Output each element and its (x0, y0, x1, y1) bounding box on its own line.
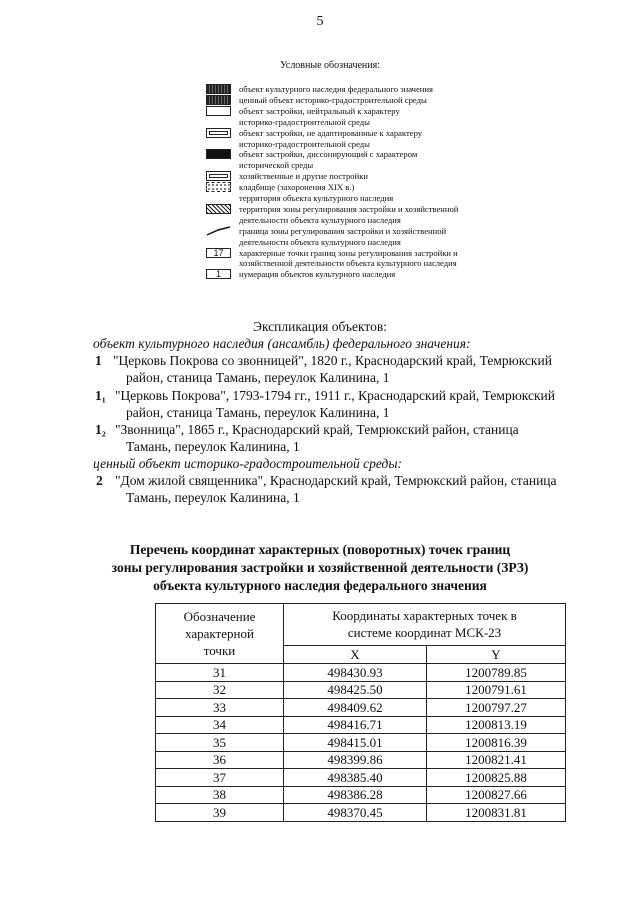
legend-item-text: историко-градостроительной среды (239, 138, 370, 149)
legend-symbol-icon (206, 106, 231, 116)
legend-item-text: объект застройки, нейтральный к характеру (239, 105, 400, 116)
legend-symbol-icon (206, 269, 231, 279)
explication-title: Экспликация объектов: (253, 319, 387, 334)
cell-x: 498430.93 (284, 664, 427, 682)
table-body (156, 664, 566, 822)
cell-x: 498399.86 (284, 751, 427, 769)
legend-item-text: ценный объект историко-градостроительной среды (239, 94, 427, 105)
cell-y: 1200827.66 (427, 786, 566, 804)
cell-y: 1200831.81 (427, 804, 566, 822)
item-text: район, станица Тамань, переулок Калинина, 1 (126, 370, 390, 385)
item-text: "Дом жилой священника", Краснодарский край, Темрюкский район, станица (115, 473, 557, 488)
cell-y: 1200797.27 (427, 699, 566, 717)
legend-title: Условные обозначения: (280, 60, 381, 71)
cell-point: 35 (156, 734, 284, 752)
table-row (156, 804, 566, 822)
table-row (156, 751, 566, 769)
coordinates-table (155, 603, 566, 822)
item-number: 1₁ (95, 388, 106, 403)
table-row (156, 786, 566, 804)
legend-symbol-label: 17 (213, 247, 224, 258)
header-x: X (284, 645, 427, 663)
cell-y: 1200816.39 (427, 734, 566, 752)
item-number: 1 (95, 353, 102, 368)
cell-x: 498370.45 (284, 804, 427, 822)
table-row (156, 716, 566, 734)
legend-symbol-icon (206, 204, 231, 214)
cell-y: 1200825.88 (427, 769, 566, 787)
item-text: "Церковь Покрова со звонницей", 1820 г., Краснодарский край, Темрюкский (113, 353, 552, 368)
cell-y: 1200813.19 (427, 716, 566, 734)
legend-item-text: деятельности объекта культурного наследия (239, 214, 401, 225)
legend-symbol-icon (206, 248, 231, 258)
header-text: точки (203, 643, 236, 658)
cell-x: 498409.62 (284, 699, 427, 717)
table-row (156, 769, 566, 787)
item-text: "Церковь Покрова", 1793-1794 гг., 1911 г., Краснодарский край, Темрюкский (115, 388, 556, 403)
header-text: Обозначение (183, 609, 256, 624)
legend-item-text: хозяйственные и другие постройки (239, 171, 368, 182)
legend-symbol-icon (206, 84, 231, 94)
cell-point: 38 (156, 786, 284, 804)
legend-item-text: исторической среды (239, 160, 314, 171)
item-number: 1₂ (95, 422, 106, 437)
cell-x: 498385.40 (284, 769, 427, 787)
cell-point: 39 (156, 804, 284, 822)
legend-symbol-icon (206, 95, 231, 105)
legend-symbol-icon (206, 128, 231, 138)
cell-point: 33 (156, 699, 284, 717)
legend-item-text: нумерация объектов культурного наследия (239, 269, 396, 280)
cell-x: 498416.71 (284, 716, 427, 734)
cell-x: 498425.50 (284, 681, 427, 699)
coords-title-line: Перечень координат характерных (поворотных) точек границ (129, 542, 511, 557)
legend-item-text: характерные точки границ зоны регулирования застройки и (239, 247, 458, 258)
legend-symbol-icon (206, 226, 231, 236)
cell-y: 1200791.61 (427, 681, 566, 699)
legend-symbol-icon (206, 182, 231, 192)
legend-item-text: объект культурного наследия федерального значения (239, 84, 433, 94)
cell-point: 37 (156, 769, 284, 787)
cell-point: 31 (156, 664, 284, 682)
cell-y: 1200789.85 (427, 664, 566, 682)
header-text: характерной (185, 626, 254, 641)
legend-item-text: кладбище (захоронения XIX в.) (239, 182, 355, 193)
cell-point: 32 (156, 681, 284, 699)
cell-x: 498415.01 (284, 734, 427, 752)
legend-item-text: историко-градостроительной среды (239, 116, 370, 127)
explication-valuable-header: ценный объект историко-градостроительной среды: (93, 456, 403, 471)
cell-x: 498386.28 (284, 786, 427, 804)
header-text: системе координат МСК-23 (347, 625, 502, 641)
legend-item-text: граница зоны регулирования застройки и хозяйственной (239, 225, 447, 236)
header-y: Y (427, 645, 566, 663)
header-text: Координаты характерных точек в (332, 608, 517, 624)
legend-symbol-icon (206, 149, 231, 159)
item-number: 2 (96, 473, 103, 488)
legend-item-text: хозяйственной деятельности объекта культурного наследия (239, 258, 457, 269)
coords-title-line: объекта культурного наследия федерального значения (153, 578, 487, 593)
page-number: 5 (316, 14, 324, 29)
item-text: Тамань, переулок Калинина, 1 (126, 490, 300, 505)
cell-point: 34 (156, 716, 284, 734)
explication-federal-header: объект культурного наследия (ансамбль) федерального значения: (93, 336, 471, 351)
table-row (156, 699, 566, 717)
legend-item-text: территория зоны регулирования застройки и хозяйственной (239, 203, 459, 214)
header-coords (284, 604, 566, 646)
legend-item-text: объект застройки, диссонирующий с характером (239, 149, 418, 160)
coords-title-line: зоны регулирования застройки и хозяйственной деятельности (ЗРЗ) (111, 560, 529, 575)
legend-item-text: территория объекта культурного наследия (239, 193, 394, 203)
header-point (156, 604, 284, 664)
item-text: Тамань, переулок Калинина, 1 (126, 439, 300, 454)
item-text: район, станица Тамань, переулок Калинина, 1 (126, 405, 390, 420)
legend-symbol-icon (206, 171, 231, 181)
item-text: "Звонница", 1865 г., Краснодарский край, Темрюкский район, станица (115, 422, 519, 437)
legend-item-text: объект застройки, не адаптированные к характеру (239, 127, 423, 138)
legend-item-text: деятельности объекта культурного наследия (239, 236, 401, 247)
table-row (156, 664, 566, 682)
cell-point: 36 (156, 751, 284, 769)
cell-y: 1200821.41 (427, 751, 566, 769)
table-row (156, 681, 566, 699)
legend-symbol-label: 1 (215, 269, 221, 280)
table-row (156, 734, 566, 752)
